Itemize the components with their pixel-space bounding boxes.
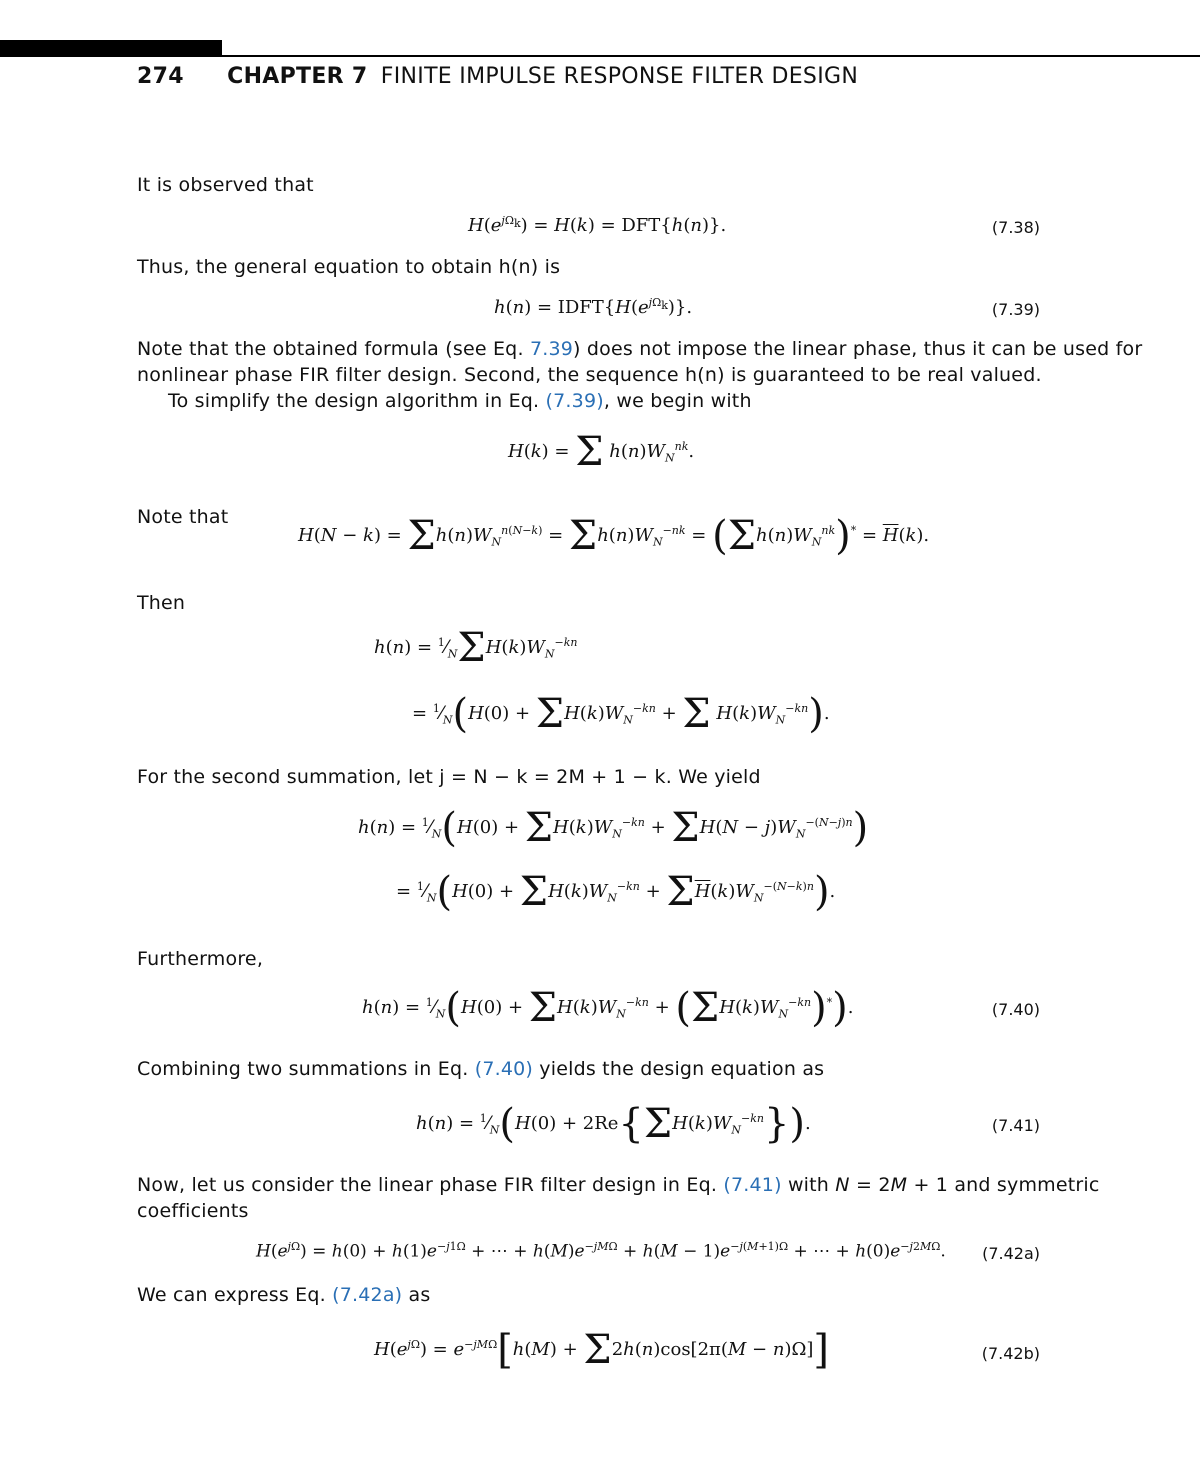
header-rule [0,55,1200,57]
link-eq-7-42a[interactable]: (7.42a) [332,1284,403,1306]
paragraph-9: Combining two summations in Eq. (7.40) yields the design equation as [137,1058,825,1080]
header-bar-thick [0,40,222,56]
chapter-label: CHAPTER 7 [227,64,368,89]
paragraph-1: It is observed that [137,174,314,196]
equation-7-42a: $H(e^{j\Omega}) = h(0) + h(1)e^{-j1\Omega}$ + ⋯ + $h(M)e^{-jM\Omega} + h(M - 1)e^{-j(M+1)\Omega}$ + ⋯ + $h(0)e^{-j2M\Omega}$. [256,1240,946,1262]
paragraph-11: We can express Eq. (7.42a) as [137,1284,431,1306]
equation-hnk: $H(N - k) = \Sigma h(n)W_N^{n(N-k)} = \Sigma h(n)W_N^{-nk} = (\Sigma h(n)W_N^{nk})^* = \overline{H}(k)$. [298,513,930,559]
equation-7-41: $h(n) = ^1⁄_N(H(0) + 2Re\{\Sigma H(k)W_N^{-kn}\})$. [416,1101,811,1147]
link-eq-7-39[interactable]: 7.39 [529,338,574,360]
paragraph-10a: Now, let us consider the linear phase FIR filter design in Eq. (7.41) with N = 2M + 1 and symmetric [137,1174,1100,1196]
chapter-title: FINITE IMPULSE RESPONSE FILTER DESIGN [380,64,859,89]
link-eq-7-41[interactable]: (7.41) [723,1174,782,1196]
paragraph-7: For the second summation, let j = N − k = 2M + 1 − k. We yield [137,766,761,788]
running-head [137,64,858,89]
equation-number-7-42a: (7.42a) [982,1244,1040,1263]
equation-number-7-39: (7.39) [991,300,1040,319]
equation-7-39: $h(n) = IDFT\{H(e^{j\Omega_k})\}$. [494,296,693,318]
equation-hn-2: = $^1⁄_N(H(0) + \Sigma H(k)W_N^{-kn} + \Sigma$ $H(k)W_N^{-kn}$). [412,691,830,737]
paragraph-5: Note that [137,506,229,528]
equation-hn-3: $h(n) = ^1⁄_N(H(0) + \Sigma H(k)W_N^{-kn} + \Sigma H(N - j)W_N^{-(N-j)n})$ [358,805,869,851]
equation-hn-4: = $^1⁄_N(H(0) + \Sigma H(k)W_N^{-kn} + \Sigma\overline{H}(k)W_N^{-(N-k)n})$. [396,869,836,915]
equation-7-38: $H(e^{j\Omega_k}) = H(k) = DFT\{h(n)\}$. [468,214,727,236]
link-eq-7-40[interactable]: (7.40) [474,1058,534,1080]
paragraph-6: Then [137,592,186,614]
equation-hk: H(k) = Σ $h(n)W_N^{nk}$. [508,429,695,475]
paragraph-10b: coefficients [137,1200,249,1222]
paragraph-3b: nonlinear phase FIR filter design. Second, the sequence h(n) is guaranteed to be real valued. [137,364,1042,386]
paragraph-2: Thus, the general equation to obtain h(n) is [137,256,561,278]
page-number: 274 [137,64,184,89]
equation-number-7-40: (7.40) [991,1000,1040,1019]
equation-number-7-38: (7.38) [991,218,1040,237]
equation-number-7-41: (7.41) [991,1116,1040,1135]
link-eq-7-39b[interactable]: (7.39) [545,390,604,412]
paragraph-4: To simplify the design algorithm in Eq. (7.39), we begin with [168,390,752,412]
paragraph-3a: Note that the obtained formula (see Eq. 7.39) does not impose the linear phase, thus it can be used for [137,338,1143,360]
equation-number-7-42b: (7.42b) [981,1344,1040,1363]
equation-7-40: $h(n) = ^1⁄_N(H(0) + \Sigma H(k)W_N^{-kn} + (\Sigma H(k)W_N^{-kn})^*)$. [362,985,854,1031]
equation-hn-1: $h(n) = ^1⁄_N\Sigma H(k)W_N^{-kn}$ [374,625,578,671]
paragraph-8: Furthermore, [137,948,264,970]
equation-7-42b: $H(e^{j\Omega}) = e^{-jM\Omega}[h(M) + \Sigma 2h(n)\cos[2\pi(M - n)\Omega]]$ [374,1327,830,1373]
